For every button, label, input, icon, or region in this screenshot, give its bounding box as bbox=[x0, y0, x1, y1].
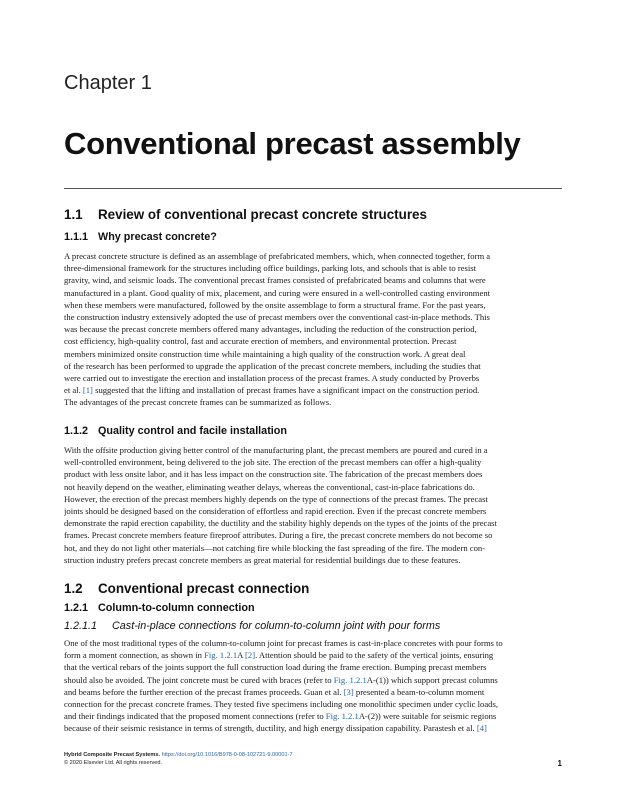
subsection-title: Quality control and facile installation bbox=[98, 425, 287, 437]
section-title: Conventional precast connection bbox=[98, 581, 310, 596]
text-line: product with less onsite labor, and it has less impact on the construction site. The fabrication of the precast members does bbox=[64, 469, 483, 480]
text-line: when these members were manufactured, followed by the onsite assemblage to form a structural frame. For the past years, bbox=[64, 299, 486, 310]
text-line: manufactured in a plant. Good quality of mix, placement, and curing were ensured in a well-controlled casting environment bbox=[64, 287, 491, 298]
text-line: et al. [1] suggested that the lifting and installation of precast frames have a significant impact on the construction period. bbox=[64, 385, 480, 396]
text-line: not heavily depend on the weather, eliminating weather delays, whereas the conventional, cast-in-place fabrications do. bbox=[64, 481, 475, 492]
chapter-label: Chapter 1 bbox=[64, 72, 152, 94]
text-line: of the research has been performed to upgrade the application of the precast concrete members, including the studies that bbox=[64, 360, 481, 371]
subsubsection-number: 1.2.1.1 bbox=[64, 620, 98, 632]
doi-link[interactable]: https://doi.org/10.1016/B978-0-08-102721-9.00001-7 bbox=[161, 752, 293, 758]
text-line: gravity, wind, and seismic loads. The conventional precast frames consisted of prefabricated beams and columns that were bbox=[64, 275, 486, 286]
subsection-title: Column-to-column connection bbox=[98, 602, 255, 614]
footer-book-line bbox=[64, 751, 562, 759]
subsection-heading-1-1-2 bbox=[64, 425, 287, 437]
subsubsection-heading-1-2-1-1 bbox=[64, 620, 440, 632]
figure-link[interactable]: Fig. 1.2.1 bbox=[333, 674, 367, 685]
text-line: three-dimensional framework for the structures including office buildings, parking lots, and schools that is able to resist bbox=[64, 263, 477, 274]
title-rule bbox=[64, 188, 562, 189]
subsubsection-title: Cast-in-place connections for column-to-column joint with pour forms bbox=[112, 620, 441, 632]
text-line: With the offsite production giving better control of the manufacturing plant, the precast members are poured and cured in a bbox=[64, 445, 488, 455]
paragraph-quality-control bbox=[64, 444, 562, 566]
text-line: hot, and they do not light other materials—not catching fire while blocking the fast spreading of the fire. The modern con- bbox=[64, 542, 486, 553]
paragraph-cast-in-place bbox=[64, 637, 562, 735]
text-line: and beams before the further erection of the precast frames proceeds. Guan et al. [3] presented a beam-to-column moment bbox=[64, 686, 485, 697]
text-line: members minimized onsite construction time while maintaining a high quality of the construction work. A great deal bbox=[64, 348, 466, 359]
subsection-heading-1-2-1 bbox=[64, 602, 255, 614]
text-line: the construction industry extensively adopted the use of precast members over the conventional cast-in-place methods. This bbox=[64, 312, 490, 323]
text-line: well-controlled environment, being delivered to the job site. The erection of the precast members can offer a high-quality bbox=[64, 457, 482, 468]
citation-link[interactable]: [3] bbox=[343, 686, 354, 697]
chapter-title: Conventional precast assembly bbox=[64, 126, 521, 161]
text-line: form a moment connection, as shown in Fig. 1.2.1A [2]. Attention should be paid to the safety of the vertical joints, ensuring bbox=[64, 650, 494, 661]
page bbox=[64, 0, 562, 800]
text-line: were carried out to investigate the erection and installation process of the precast frames. A study conducted by Proverbs bbox=[64, 373, 480, 384]
text-line: A precast concrete structure is defined as an assemblage of prefabricated members, which, when connected together, form a bbox=[64, 251, 491, 261]
page-footer bbox=[64, 751, 562, 767]
subsection-title: Why precast concrete? bbox=[98, 231, 217, 243]
section-heading-1-1 bbox=[64, 207, 427, 222]
subsection-number: 1.1.1 bbox=[64, 231, 89, 243]
section-number: 1.2 bbox=[64, 581, 83, 596]
text-line: demonstrate the rapid erection capability, the ductility and the stability highly depends on the types of the joints of the precast bbox=[64, 518, 497, 529]
page-number: 1 bbox=[557, 759, 562, 768]
text-line: that the vertical rebars of the joints support the full construction load during the frame erection. Bumping precast members bbox=[64, 662, 487, 673]
paragraph-why-precast bbox=[64, 250, 562, 409]
text-line: One of the most traditional types of the column-to-column joint for precast frames is cast-in-place concretes with pour forms to bbox=[64, 638, 503, 648]
figure-link[interactable]: Fig. 1.2.1 bbox=[325, 711, 359, 722]
text-line: frames. Precast concrete members feature fireproof attributes. During a fire, the precast concrete members do not become so bbox=[64, 530, 493, 541]
text-line: cost efficiency, high-quality control, fast and accurate erection of members, and environmental protection. Precast bbox=[64, 336, 457, 347]
text-line: because of their seismic resistance in terms of strength, ductility, and high energy dissipation capability. Parastesh et al. [4] bbox=[64, 723, 487, 734]
citation-link[interactable]: [4] bbox=[476, 723, 487, 734]
section-number: 1.1 bbox=[64, 207, 83, 222]
text-line: However, the erection of the precast members highly depends on the type of connections of the precast frames. The precast bbox=[64, 493, 488, 504]
subsection-number: 1.1.2 bbox=[64, 425, 89, 437]
subsection-heading-1-1-1 bbox=[64, 231, 217, 243]
book-title: Hybrid Composite Precast Systems. bbox=[64, 752, 161, 758]
text-line: should also be avoided. The joint concrete must be cured with braces (refer to Fig. 1.2.1A-(1)) which support precast columns bbox=[64, 674, 498, 685]
text-line: struction industry prefers precast concrete members as great material for residential buildings due to these features. bbox=[64, 554, 461, 565]
section-title: Review of conventional precast concrete structures bbox=[98, 207, 427, 222]
text-line: joints should be designed based on the consideration of effortless and rapid erection. Even if the precast concrete members bbox=[64, 506, 487, 517]
text-line: and their findings indicated that the proposed moment connections (refer to Fig. 1.2.1A-(2)) were suitable for seismic regions bbox=[64, 711, 497, 722]
text-line: connection for the precast concrete frames. They tested five specimens including one monolithic specimen under cyclic loads, bbox=[64, 699, 498, 710]
citation-link[interactable]: [1] bbox=[82, 385, 93, 396]
section-heading-1-2 bbox=[64, 581, 309, 596]
figure-link[interactable]: Fig. 1.2.1 bbox=[204, 650, 238, 661]
text-line: The advantages of the precast concrete frames can be summarized as follows. bbox=[64, 397, 332, 408]
footer-copyright: © 2020 Elsevier Ltd. All rights reserved. bbox=[64, 760, 163, 766]
text-line: was because the precast concrete members offered many advantages, including the reduction of the construction period, bbox=[64, 324, 477, 335]
citation-link[interactable]: [2] bbox=[245, 650, 256, 661]
subsection-number: 1.2.1 bbox=[64, 602, 89, 614]
